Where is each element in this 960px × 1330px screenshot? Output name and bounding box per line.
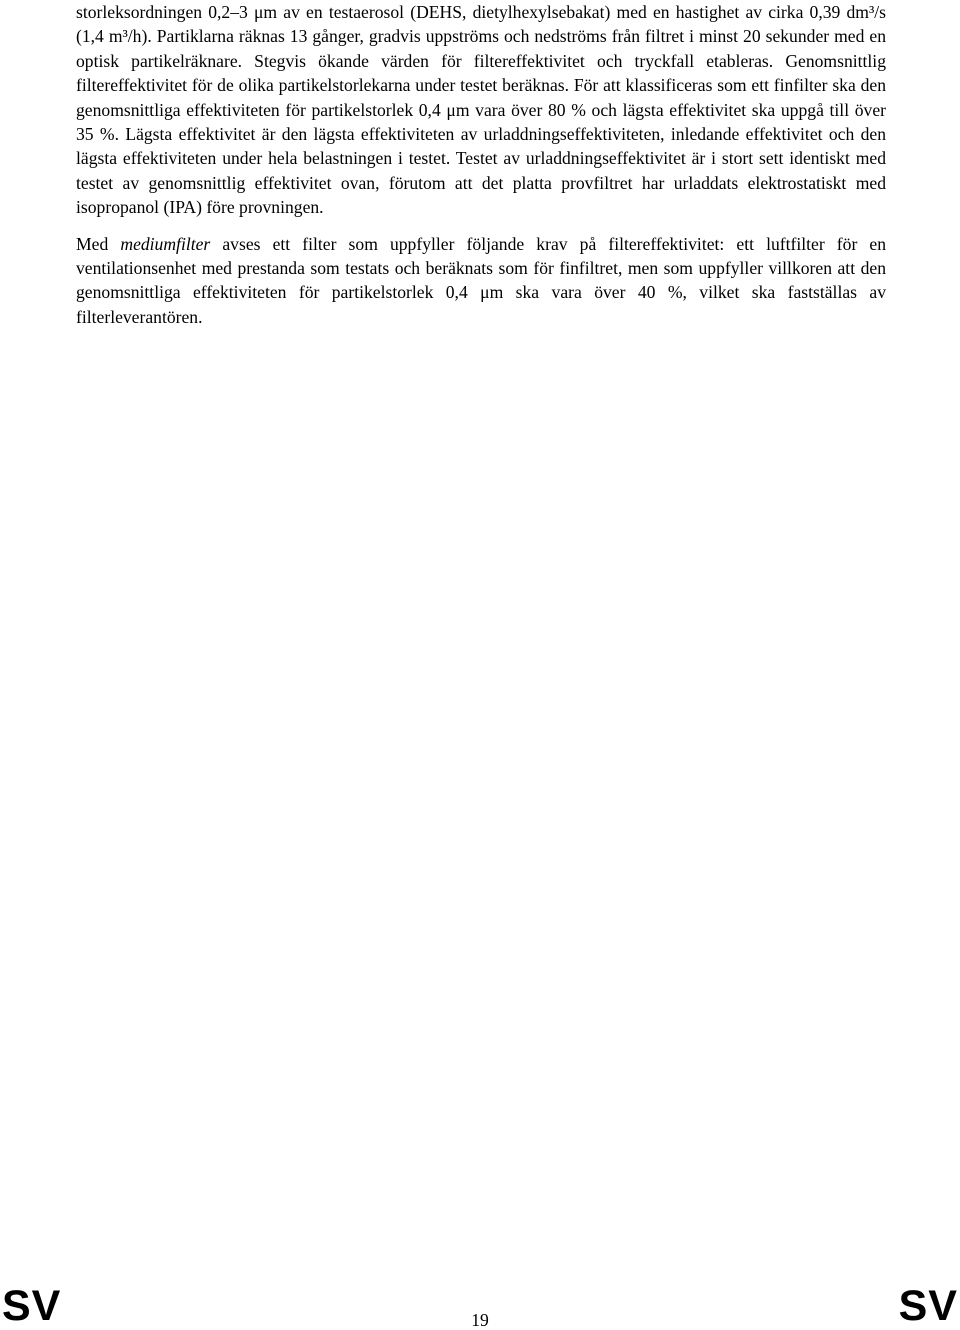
paragraph-text-after-emphasis: avses ett filter som uppfyller följande krav på filtereffektivitet: ett luftfilter för en ventilationsenhet med prestanda som testats och beräknats som för finfiltret, men som uppfyller villkoren att den genomsnittliga effektiviteten för partikelstorlek 0,4 μm ska vara över 40 %, vilket ska fastställas av filterleverantören. — [76, 233, 886, 327]
language-code-right: SV — [898, 1282, 958, 1330]
paragraph-text-before-emphasis: Med — [76, 233, 121, 254]
paragraph-medium-filter-definition — [76, 232, 886, 330]
page-number: 19 — [471, 1310, 489, 1330]
page-footer — [0, 1278, 960, 1330]
medium-filter-term: mediumfilter — [120, 233, 211, 254]
language-code-left: SV — [2, 1282, 62, 1330]
paragraph-particle-test-method: storleksordningen 0,2–3 μm av en testaerosol (DEHS, dietylhexylsebakat) med en hastighet av cirka 0,39 dm³/s (1,4 m³/h). Partiklarna räknas 13 gånger, gradvis uppströms och nedströms från filtret i minst 20 sekunder med en optisk partikelräknare. Stegvis ökande värden för filtereffektivitet och tryckfall etableras. Genomsnittlig filtereffektivitet för de olika partikelstorlekarna under testet beräknas. För att klassificeras som ett finfilter ska den genomsnittliga effektiviteten för partikelstorlek 0,4 μm vara över 80 % och lägsta effektivitet ska uppgå till över 35 %. Lägsta effektivitet är den lägsta effektiviteten av urladdningseffektiviteten, inledande effektivitet och den lägsta effektiviteten under hela belastningen i testet. Testet av urladdningseffektivitet är i stort sett identiskt med testet av genomsnittlig effektivitet ovan, förutom att det platta provfiltret har urladdats elektrostatiskt med isopropanol (IPA) före provningen. — [76, 2, 886, 218]
document-body — [76, 0, 886, 329]
